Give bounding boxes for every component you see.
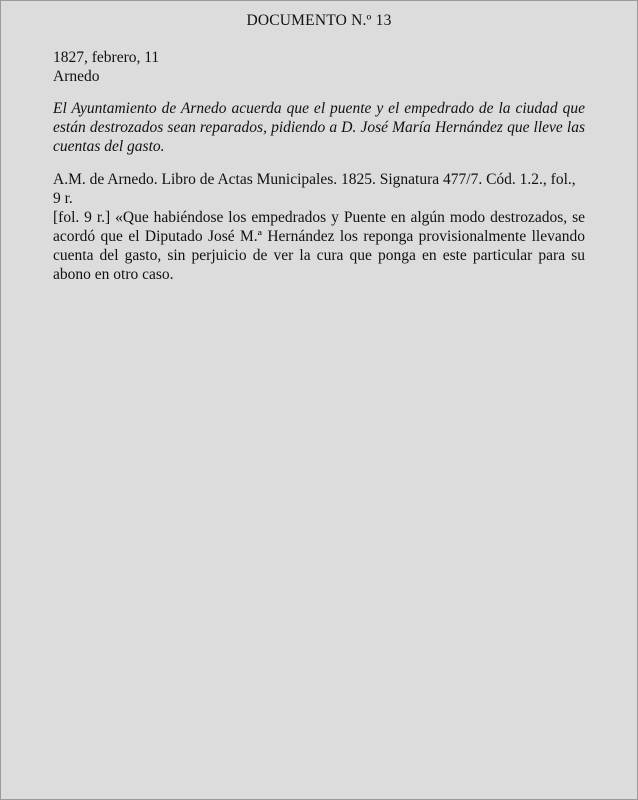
document-summary: El Ayuntamiento de Arnedo acuerda que el puente y el empedrado de la ciudad que están destrozados sean reparados, pidiendo a D. José María Hernández que lleve las cuentas del gasto. <box>53 100 585 155</box>
document-body: [fol. 9 r.] «Que habiéndose los empedrados y Puente en algún modo destrozados, se acordó que el Diputado José M.ª Hernández los reponga provisionalmente llevando cuenta del gasto, sin perjuicio de ver la cura que ponga en este particular para su abono en otro caso. <box>53 209 585 283</box>
document-date: 1827, febrero, 11 <box>53 49 160 66</box>
document-source: A.M. de Arnedo. Libro de Actas Municipales. 1825. Signatura 477/7. Cód. 1.2., fol., 9 r. <box>53 171 576 207</box>
document-place: Arnedo <box>53 68 100 85</box>
document-title: DOCUMENTO N.º 13 <box>246 12 392 29</box>
